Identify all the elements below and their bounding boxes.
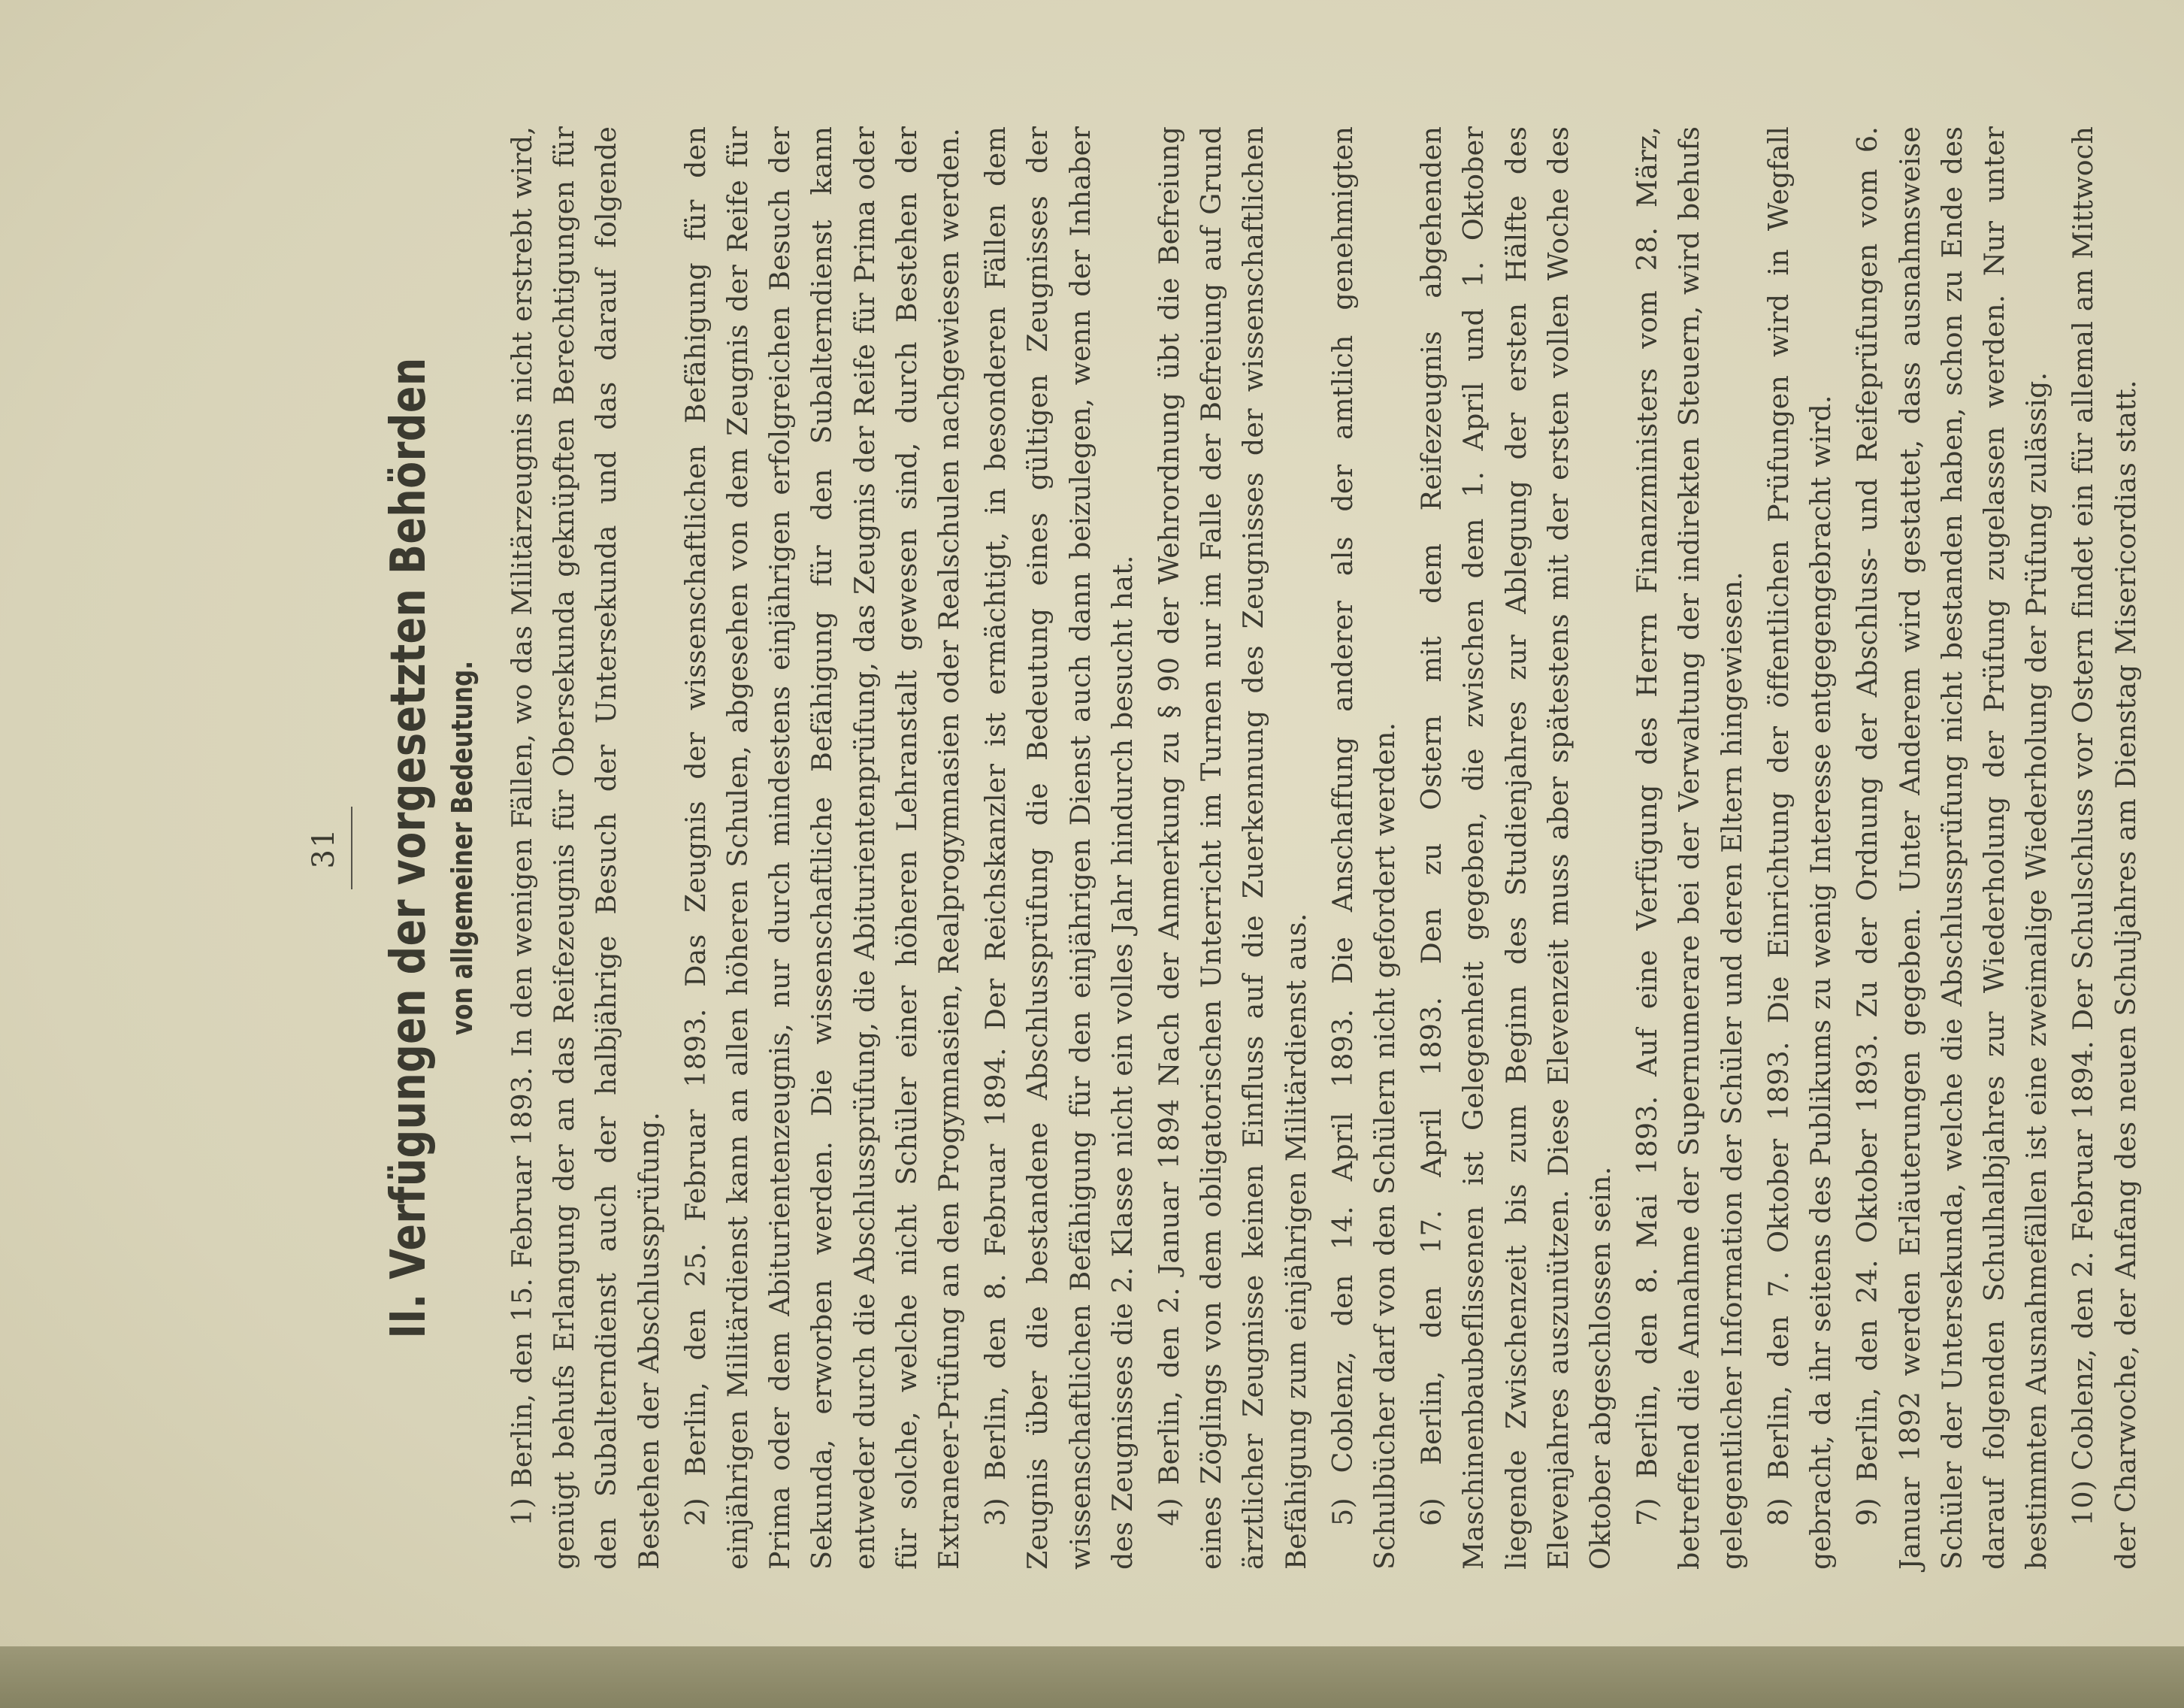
paragraph-7: 7) Berlin, den 8. Mai 1893. Auf eine Verfügung des Herrn Finanzministers vom 28. März, betreffend die Annahme der Supernumerare bei der Verwaltung der indirekten Steuern, wird behufs gelegentlicher Information der Schüler und deren Eltern hingewiesen. <box>1631 126 1748 1570</box>
paragraph-8: 8) Berlin, den 7. Oktober 1893. Die Einrichtung der öffentlichen Prüfungen wird in Wegfall gebracht, da ihr seitens des Publikums zu wenig Interesse entgegengebracht wird. <box>1762 126 1838 1570</box>
paragraph-10: 10) Coblenz, den 2. Februar 1894. Der Schulschluss vor Ostern findet ein für allemal am Mittwoch der Charwoche, der Anfang des neuen Schuljahres am Dienstag Misericordias statt. <box>2067 126 2142 1570</box>
body-text <box>501 96 2147 1600</box>
section-heading: II. Verfügungen der vorgesetzten Behörden <box>381 357 437 1339</box>
section-subheading: von allgemeiner Bedeutung. <box>446 660 479 1036</box>
paragraph-3: 3) Berlin, den 8. Februar 1894. Der Reichskanzler ist ermächtigt, in besonderen Fällen dem Zeugnis über die bestandene Abschlussprüfung die Bedeutung eines gültigen Zeugnisses der wissenschaftlichen Befähigung für den einjährigen Dienst auch dann beizulegen, wenn der Inhaber des Zeugnisses die 2. Klasse nicht ein volles Jahr hindurch besucht hat. <box>979 126 1139 1570</box>
paragraph-1: 1) Berlin, den 15. Februar 1893. In den wenigen Fällen, wo das Militärzeugnis nicht erstrebt wird, genügt behufs Erlangung der an das Reifezeugnis für Obersekunda geknüpften Berechtigungen für den Subalterndienst auch der halbjährige Besuch der Untersekunda und das darauf folgende Bestehen der Abschlussprüfung. <box>506 126 665 1570</box>
paragraph-4: 4) Berlin, den 2. Januar 1894 Nach der Anmerkung zu § 90 der Wehrordnung übt die Befreiung eines Zöglings von dem obligatorischen Unterricht im Turnen nur im Falle der Befreiung auf Grund ärztlicher Zeugnisse keinen Einfluss auf die Zuerkennung des Zeugnisses der wissenschaftlichen Befähigung zum einjährigen Militärdienst aus. <box>1153 126 1312 1570</box>
paragraph-2: 2) Berlin, den 25. Februar 1893. Das Zeugnis der wissenschaftlichen Befähigung für den einjährigen Militärdienst kann an allen höheren Schulen, abgesehen von dem Zeugnis der Reife für Prima oder dem Abiturientenzeugnis, nur durch mindestens einjährigen erfolgreichen Besuch der Sekunda, erworben werden. Die wissenschaftliche Befähigung für den Subalterndienst kann entweder durch die Abschlussprüfung, die Abiturientenprüfung, das Zeugnis der Reife für Prima oder für solche, welche nicht Schüler einer höheren Lehranstalt gewesen sind, durch Bestehen der Extraneer-Prüfung an den Progymnasien, Realprogymnasien oder Realschulen nachgewiesen werden. <box>679 126 966 1570</box>
scan-bed-edge <box>0 1646 2184 1708</box>
paragraph-6: 6) Berlin, den 17. April 1893. Den zu Ostern mit dem Reifezeugnis abgehenden Maschinenbaubeflissenen ist Gelegenheit gegeben, die zwischen dem 1. April und 1. Oktober liegende Zwischenzeit bis zum Beginn des Studienjahres zur Ablegung der ersten Hälfte des Elevenjahres auszunützen. Diese Elevenzeit muss aber spätestens mit der ersten vollen Woche des Oktober abgeschlossen sein. <box>1415 126 1617 1570</box>
rotated-page <box>304 96 2142 1600</box>
paragraph-9: 9) Berlin, den 24. Oktober 1893. Zu der Ordnung der Abschluss- und Reifeprüfungen vom 6. Januar 1892 werden Erläuterungen gegeben. Unter Anderem wird gestattet, dass ausnahmsweise Schüler der Untersekunda, welche die Abschlussprüfung nicht bestanden haben, schon zu Ende des darauf folgenden Schulhalbjahres zur Wiederholung der Prüfung zugelassen werden. Nur unter bestimmten Ausnahmefällen ist eine zweimalige Wiederholung der Prüfung zulässig. <box>1851 126 2053 1570</box>
paragraph-5: 5) Coblenz, den 14. April 1893. Die Anschaffung anderer als der amtlich genehmigten Schulbücher darf von den Schülern nicht gefordert werden. <box>1326 126 1402 1570</box>
page-number: 31 <box>307 827 341 869</box>
page-number-rule <box>351 807 352 889</box>
